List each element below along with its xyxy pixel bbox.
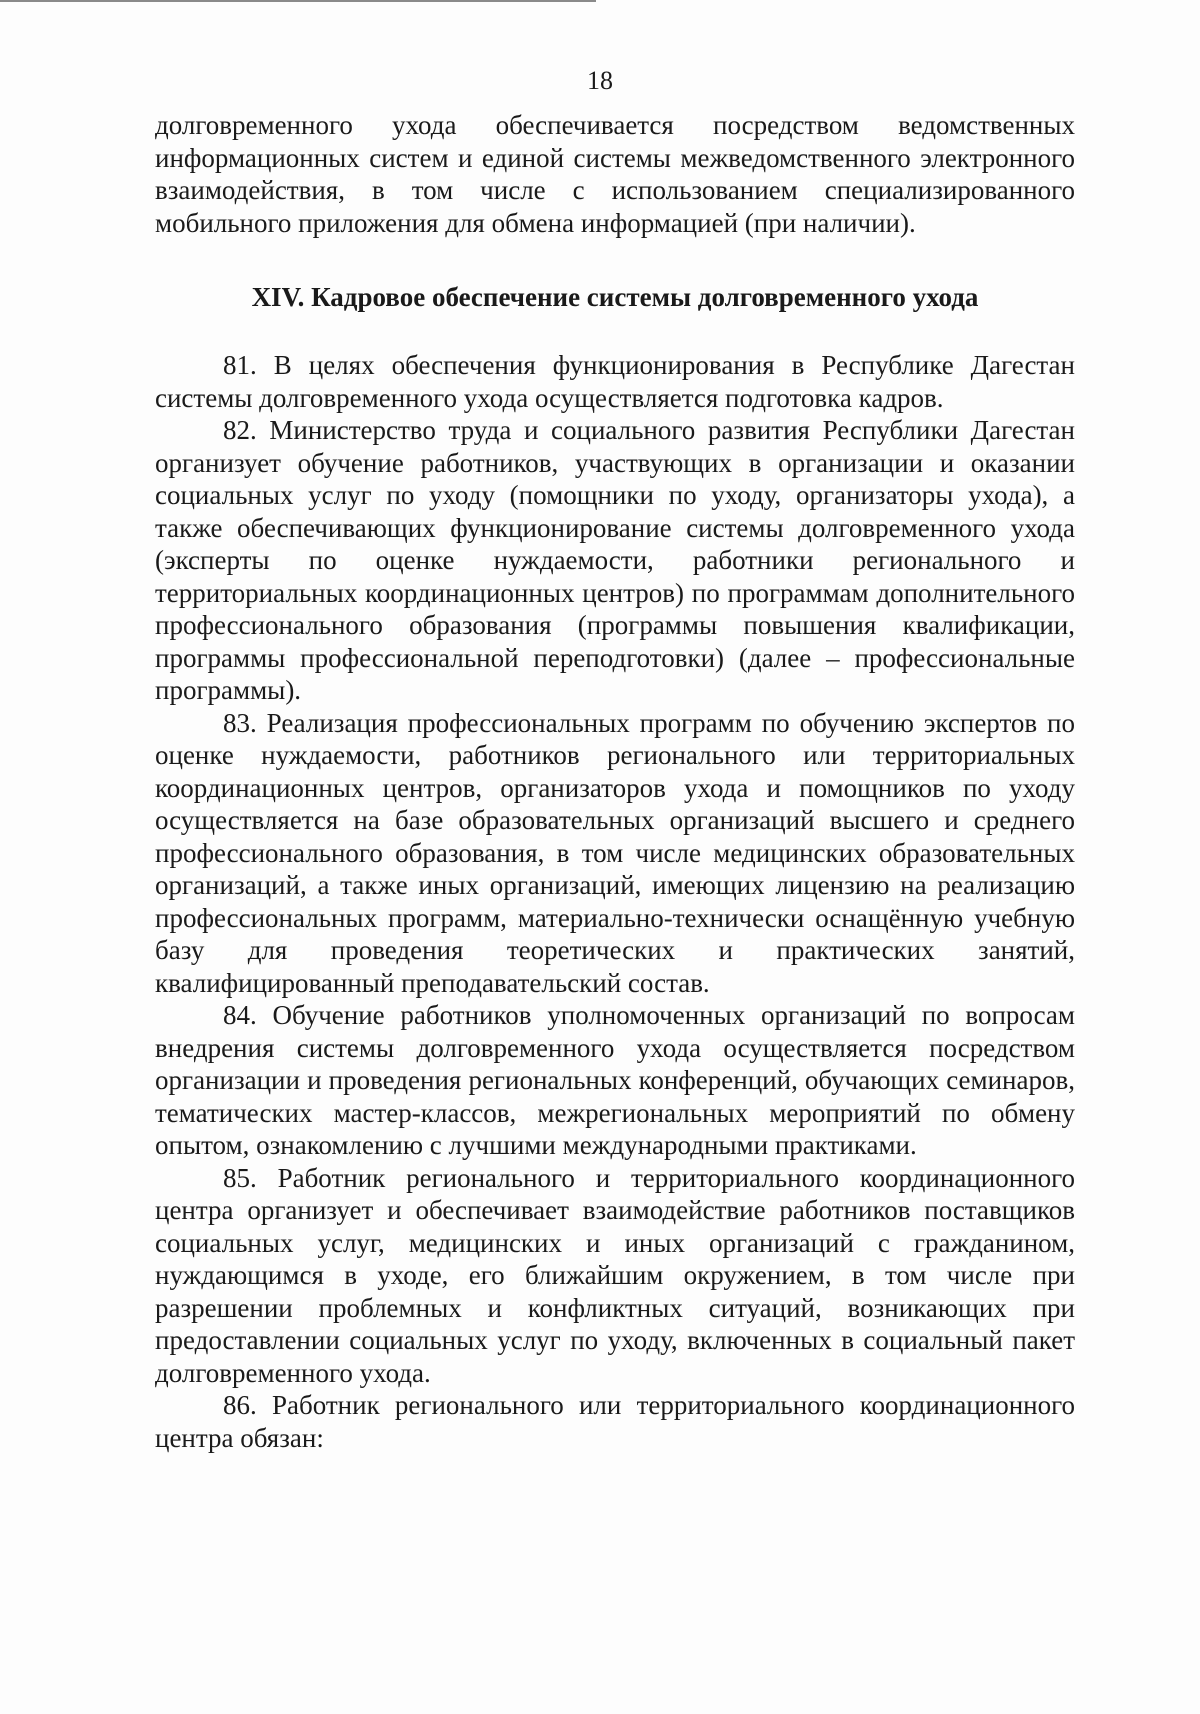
paragraph-81: 81. В целях обеспечения функционирования в Республике Дагестан системы долговременного ухода осуществляется подготовка кадров.	[155, 350, 1075, 413]
document-body	[155, 109, 1075, 1454]
section-heading: XIV. Кадровое обеспечение системы долговременного ухода	[251, 282, 979, 312]
paragraph-84: 84. Обучение работников уполномоченных организаций по вопросам внедрения системы долговременного ухода осуществляется посредством организации и проведения региональных конференций, обучающих семинаров, тематических мастер-классов, межрегиональных мероприятий по обмену опытом, ознакомлению с лучшими международными практиками.	[155, 1000, 1075, 1160]
paragraph-85: 85. Работник регионального и территориального координационного центра организует и обеспечивает взаимодействие работников поставщиков социальных услуг, медицинских и иных организаций с гражданином, нуждающимся в уходе, его ближайшим окружением, в том числе при разрешении проблемных и конфликтных ситуаций, возникающих при предоставлении социальных услуг по уходу, включенных в социальный пакет долговременного ухода.	[155, 1162, 1075, 1388]
scan-edge-line	[0, 0, 596, 2]
opening-paragraph: долговременного ухода обеспечивается посредством ведомственных информационных систем и единой системы межведомственного электронного взаимодействия, в том числе с использованием специализированного мобильного приложения для обмена информацией (при наличии).	[155, 110, 1075, 238]
page-number: 18	[587, 66, 613, 95]
paragraph-86: 86. Работник регионального или территориального координационного центра обязан:	[155, 1390, 1075, 1453]
paragraph-83: 83. Реализация профессиональных программ по обучению экспертов по оценке нуждаемости, работников регионального или территориальных координационных центров, организаторов ухода и помощников по уходу осуществляется на базе образовательных организаций высшего и среднего профессионального образования, в том числе медицинских образовательных организаций, а также иных организаций, имеющих лицензию на реализацию профессиональных программ, материально-технически оснащённую учебную базу для проведения теоретических и практических занятий, квалифицированный преподавательский состав.	[155, 707, 1075, 998]
paragraph-82: 82. Министерство труда и социального развития Республики Дагестан организует обучение работников, участвующих в организации и оказании социальных услуг по уходу (помощники по уходу, организаторы ухода), а также обеспечивающих функционирование системы долговременного ухода (эксперты по оценке нуждаемости, работники регионального и территориальных координационных центров) по программам дополнительного профессионального образования (программы повышения квалификации, программы профессиональной переподготовки) (далее – профессиональные программы).	[155, 415, 1075, 705]
